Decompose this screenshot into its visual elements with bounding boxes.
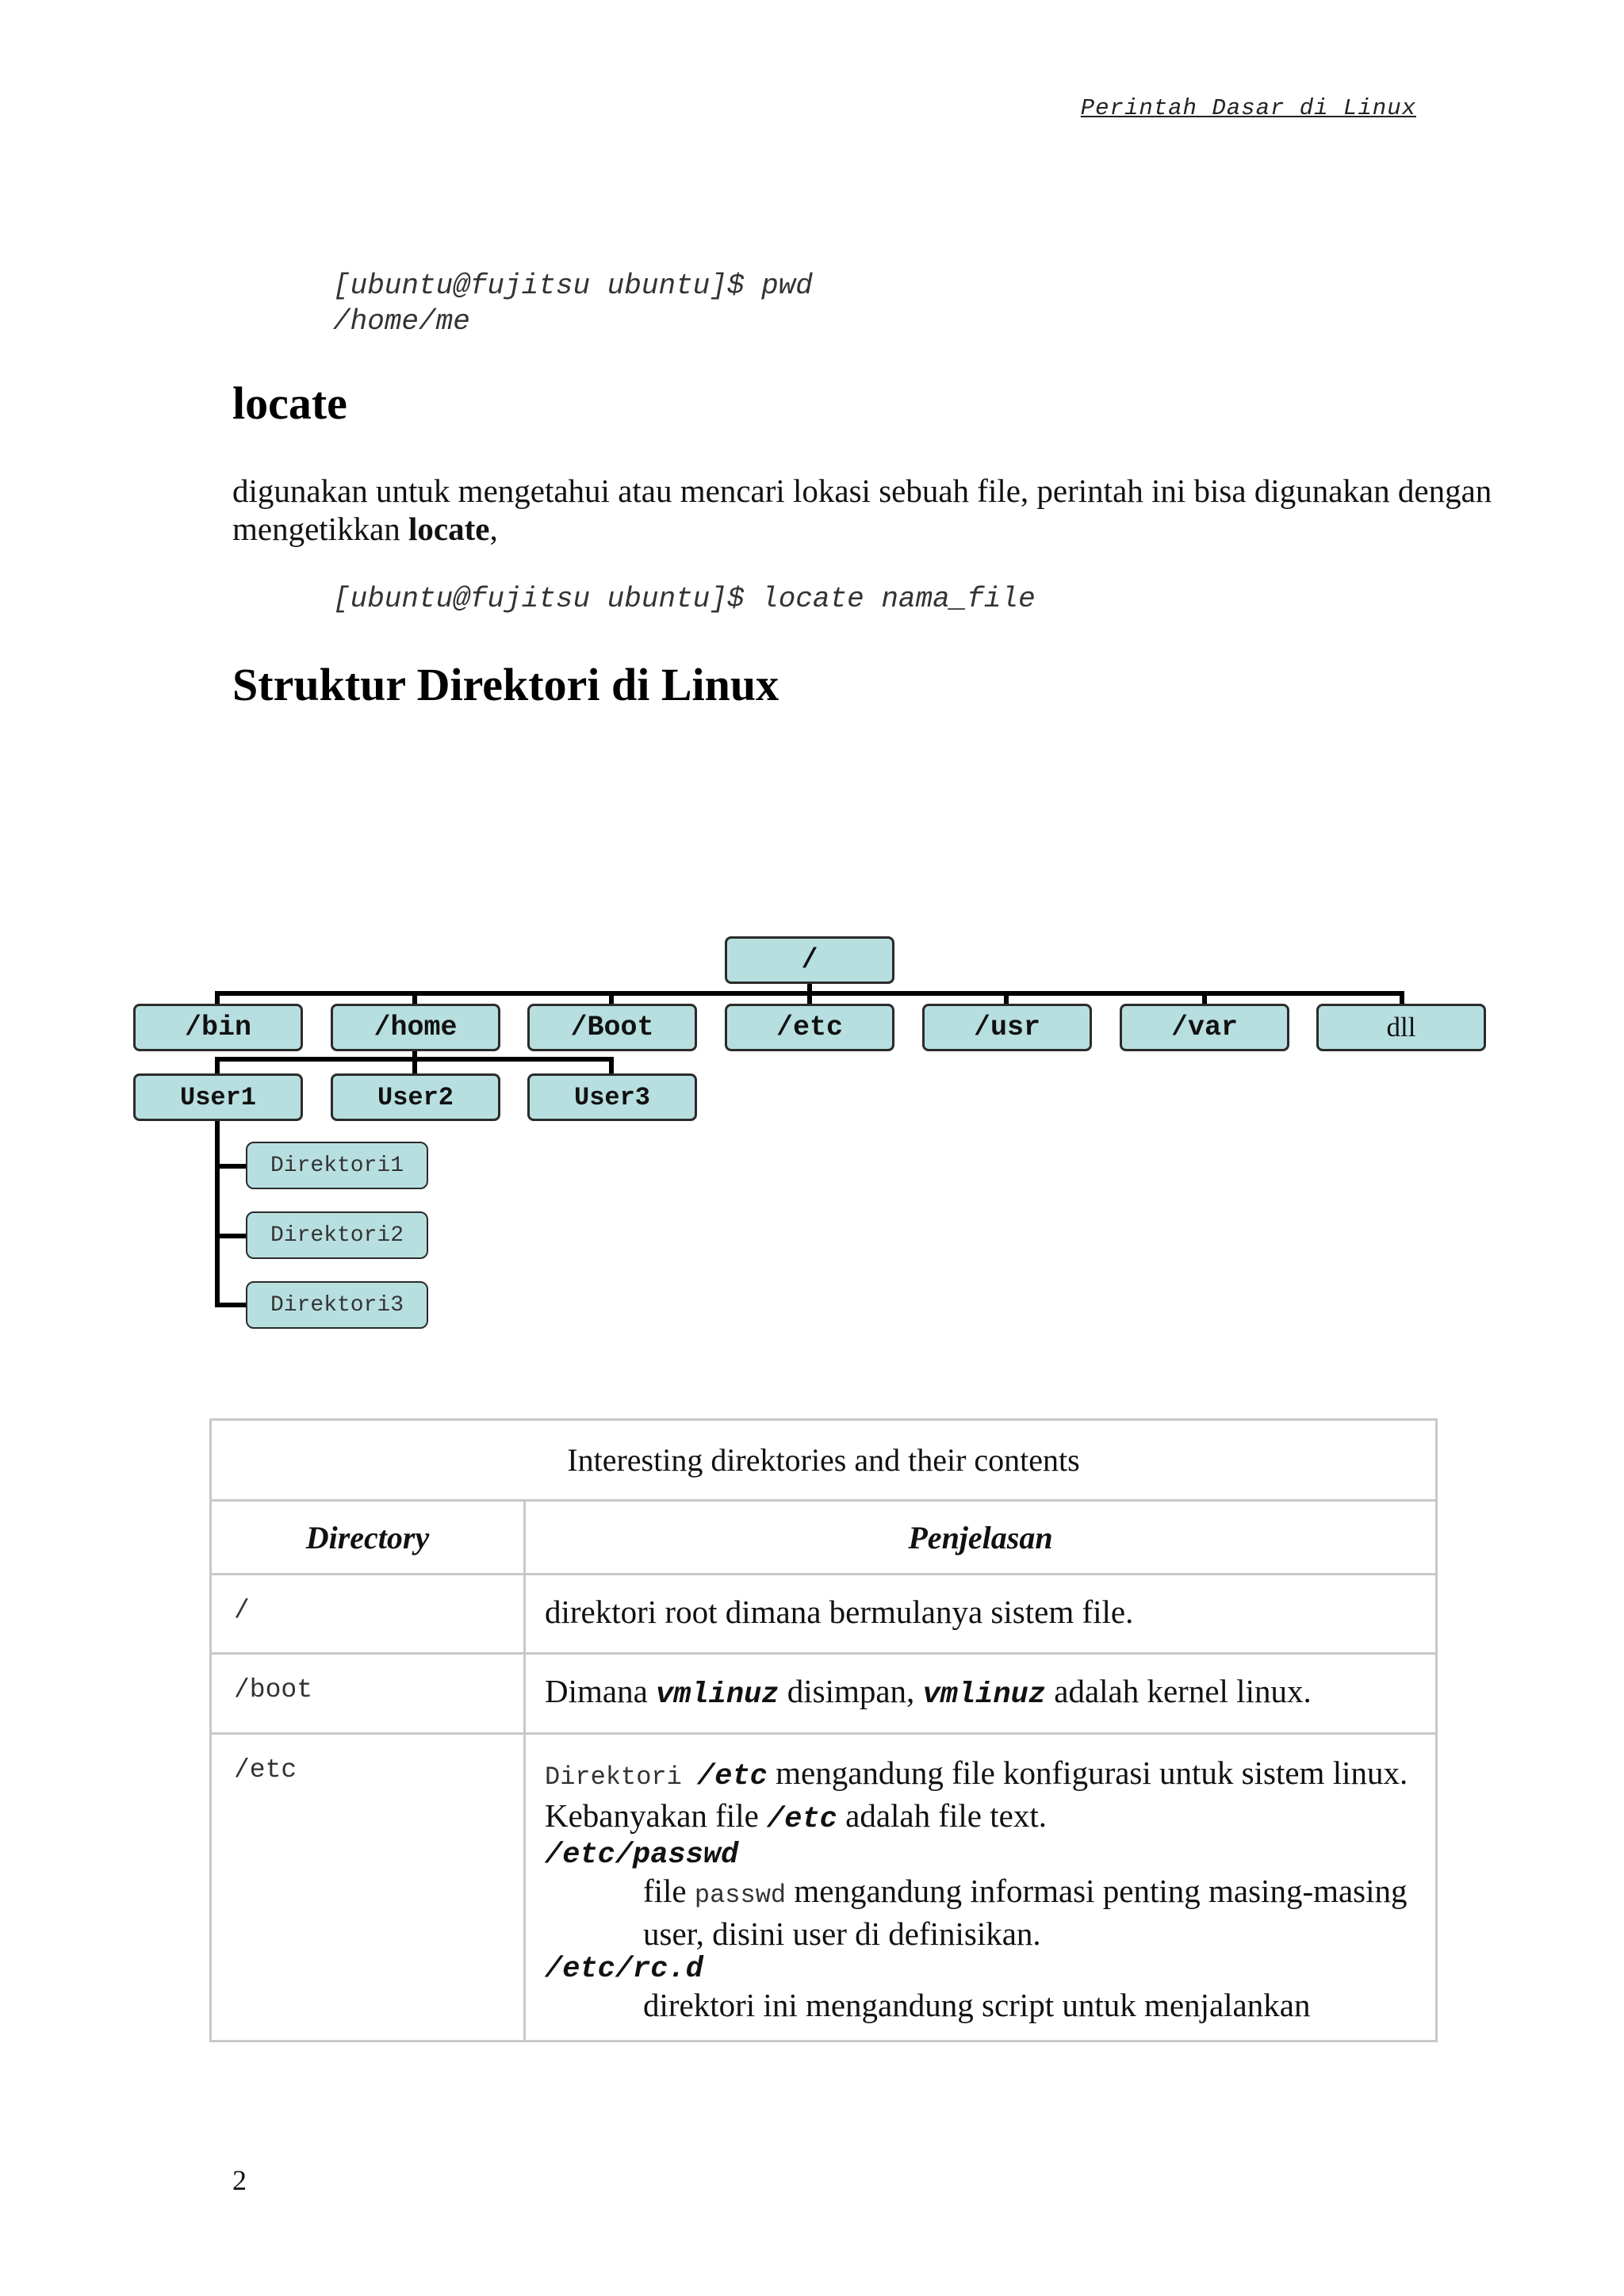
tree-branch-dir1 (215, 1164, 248, 1169)
tree-drop-user3 (609, 1057, 614, 1074)
desc-code: vmlinuz (922, 1678, 1046, 1712)
rcd-description: direktori ini mengandung script untuk menjalankan (643, 1987, 1311, 2023)
desc-text: mengandung informasi penting masing-masing user, disini user di definisikan. (643, 1873, 1408, 1952)
pwd-output: /home/me (333, 305, 470, 338)
desc-code: vmlinuz (656, 1678, 779, 1712)
desc-text: file (643, 1873, 695, 1909)
directory-table (209, 1418, 1438, 2042)
description-cell: direktori root dimana bermulanya sistem file. (525, 1575, 1437, 1654)
pwd-command: [ubuntu@fujitsu ubuntu]$ pwd (333, 270, 813, 302)
etc-intro (545, 1754, 1416, 1839)
tree-node-home: /home (331, 1004, 500, 1051)
locate-desc-end: , (489, 511, 498, 547)
table-header-row (211, 1501, 1437, 1575)
table-row (211, 1734, 1437, 2042)
tree-user1-trunk (215, 1119, 220, 1305)
tree-node-var: /var (1120, 1004, 1289, 1051)
desc-text: mengandung file konfigurasi untuk sistem linux. Kebanyakan file (545, 1755, 1408, 1834)
tree-branch-dir3 (215, 1303, 248, 1307)
description-cell (525, 1654, 1437, 1734)
tree-node-etc: /etc (725, 1004, 894, 1051)
tree-node-bin: /bin (133, 1004, 303, 1051)
tree-drop-user2 (412, 1057, 417, 1074)
rcd-title: /etc/rc.d (545, 1953, 703, 1986)
desc-text: adalah kernel linux. (1046, 1673, 1312, 1709)
tree-node-boot: /Boot (527, 1004, 697, 1051)
desc-code: /etc (697, 1760, 768, 1793)
locate-desc-bold: locate (408, 511, 490, 547)
passwd-title: /etc/passwd (545, 1839, 739, 1872)
desc-text: Dimana (545, 1673, 657, 1709)
tree-node-usr: /usr (922, 1004, 1092, 1051)
desc-text: disimpan, (779, 1673, 923, 1709)
desc-mono: Direktori (545, 1762, 698, 1792)
desc-text: adalah file text. (837, 1797, 1047, 1834)
column-header-directory: Directory (211, 1501, 525, 1575)
tree-node-root: / (725, 936, 894, 984)
directory-cell: /etc (211, 1734, 525, 2042)
table-caption-row (211, 1420, 1437, 1501)
description-cell (525, 1734, 1437, 2042)
passwd-description (545, 1872, 1416, 1953)
desc-mono: passwd (694, 1881, 787, 1910)
locate-desc-text: digunakan untuk mengetahui atau mencari lokasi sebuah file, perintah ini bisa digunakan dengan mengetikkan (232, 473, 1492, 547)
structure-heading: Struktur Direktori di Linux (232, 659, 779, 710)
tree-node-direktori1: Direktori1 (246, 1142, 428, 1189)
column-header-penjelasan: Penjelasan (525, 1501, 1437, 1575)
table-row (211, 1654, 1437, 1734)
locate-heading: locate (232, 377, 347, 429)
page-number: 2 (232, 2164, 247, 2196)
tree-node-user1: User1 (133, 1073, 303, 1121)
desc-code: /etc (767, 1803, 837, 1836)
locate-command: [ubuntu@fujitsu ubuntu]$ locate nama_file (333, 583, 1036, 615)
tree-drop-user1 (215, 1057, 220, 1074)
tree-branch-dir2 (215, 1234, 248, 1238)
tree-node-user2: User2 (331, 1073, 500, 1121)
directory-cell: /boot (211, 1654, 525, 1734)
table-row (211, 1575, 1437, 1654)
table-caption: Interesting direktories and their contents (211, 1420, 1437, 1501)
directory-cell: / (211, 1575, 525, 1654)
tree-node-dll: dll (1316, 1004, 1486, 1051)
tree-node-direktori3: Direktori3 (246, 1281, 428, 1329)
locate-description (232, 472, 1501, 548)
running-header: Perintah Dasar di Linux (1080, 95, 1416, 121)
tree-node-user3: User3 (527, 1073, 697, 1121)
tree-node-direktori2: Direktori2 (246, 1211, 428, 1259)
